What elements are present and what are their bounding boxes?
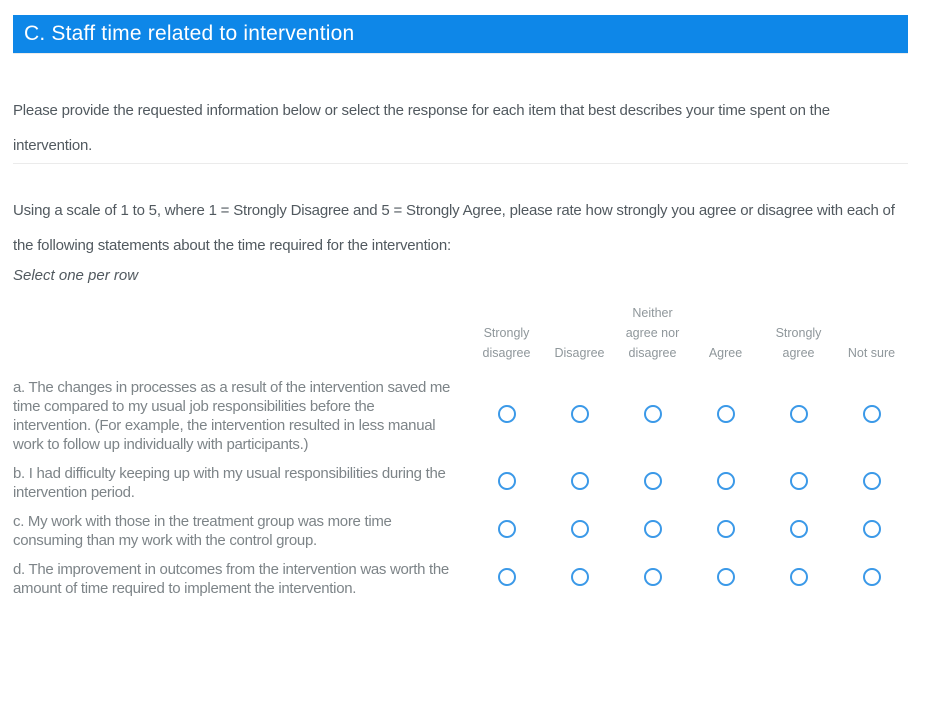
radio-row-a-col-3[interactable] (644, 405, 662, 423)
radio-row-d-col-4[interactable] (717, 568, 735, 586)
row-d-label: d. The improvement in outcomes from the intervention was worth the amount of time required to implement the intervention. (13, 561, 449, 597)
radio-row-b-col-6[interactable] (863, 472, 881, 490)
column-header-disagree: Disagree (554, 346, 605, 360)
row-a-label: a. The changes in processes as a result of the intervention saved me time compared to my usual job responsibilities before the intervention. (For example, the intervention resulted in less manual work to follow up individually with participants.) (13, 379, 451, 453)
matrix-row-d (13, 555, 908, 603)
matrix-row-a (13, 373, 908, 459)
radio-row-c-col-2[interactable] (571, 520, 589, 538)
radio-row-d-col-6[interactable] (863, 568, 881, 586)
radio-row-b-col-5[interactable] (790, 472, 808, 490)
intro-text: Please provide the requested information below or select the response for each item that best describes your time spent on the intervention. (13, 102, 830, 154)
section-title: C. Staff time related to intervention (24, 22, 355, 45)
radio-row-b-col-3[interactable] (644, 472, 662, 490)
radio-row-a-col-5[interactable] (790, 405, 808, 423)
row-c-label: c. My work with those in the treatment group was more time consuming than my work with the control group. (13, 513, 392, 549)
radio-row-d-col-1[interactable] (498, 568, 516, 586)
radio-row-d-col-2[interactable] (571, 568, 589, 586)
question-prompt: Using a scale of 1 to 5, where 1 = Strongly Disagree and 5 = Strongly Agree, please rate how strongly you agree or disagree with each of the following statements about the time required for the intervention: (13, 202, 895, 254)
radio-row-d-col-5[interactable] (790, 568, 808, 586)
radio-row-b-col-1[interactable] (498, 472, 516, 490)
column-header-agree: Agree (708, 346, 743, 360)
column-header-strongly-agree: Strongly agree (775, 326, 822, 360)
divider-middle (13, 163, 908, 164)
radio-row-c-col-3[interactable] (644, 520, 662, 538)
likert-matrix (13, 303, 908, 603)
matrix-row-b (13, 459, 908, 507)
column-header-neither: Neither agree nor disagree (625, 306, 680, 360)
divider-top (13, 53, 908, 54)
section-header (13, 15, 908, 53)
column-header-strongly-disagree: Strongly disagree (482, 326, 531, 360)
radio-row-a-col-1[interactable] (498, 405, 516, 423)
select-instruction: Select one per row (13, 267, 139, 284)
matrix-row-c (13, 507, 908, 555)
radio-row-a-col-2[interactable] (571, 405, 589, 423)
radio-row-c-col-1[interactable] (498, 520, 516, 538)
column-header-not-sure: Not sure (847, 346, 896, 360)
radio-row-c-col-4[interactable] (717, 520, 735, 538)
radio-row-b-col-2[interactable] (571, 472, 589, 490)
row-b-label: b. I had difficulty keeping up with my usual responsibilities during the intervention period. (13, 465, 446, 501)
question-block (13, 194, 908, 603)
radio-row-d-col-3[interactable] (644, 568, 662, 586)
radio-row-c-col-6[interactable] (863, 520, 881, 538)
radio-row-c-col-5[interactable] (790, 520, 808, 538)
matrix-header-spacer (13, 303, 470, 373)
radio-row-a-col-6[interactable] (863, 405, 881, 423)
matrix-header-row (13, 303, 908, 373)
radio-row-a-col-4[interactable] (717, 405, 735, 423)
radio-row-b-col-4[interactable] (717, 472, 735, 490)
